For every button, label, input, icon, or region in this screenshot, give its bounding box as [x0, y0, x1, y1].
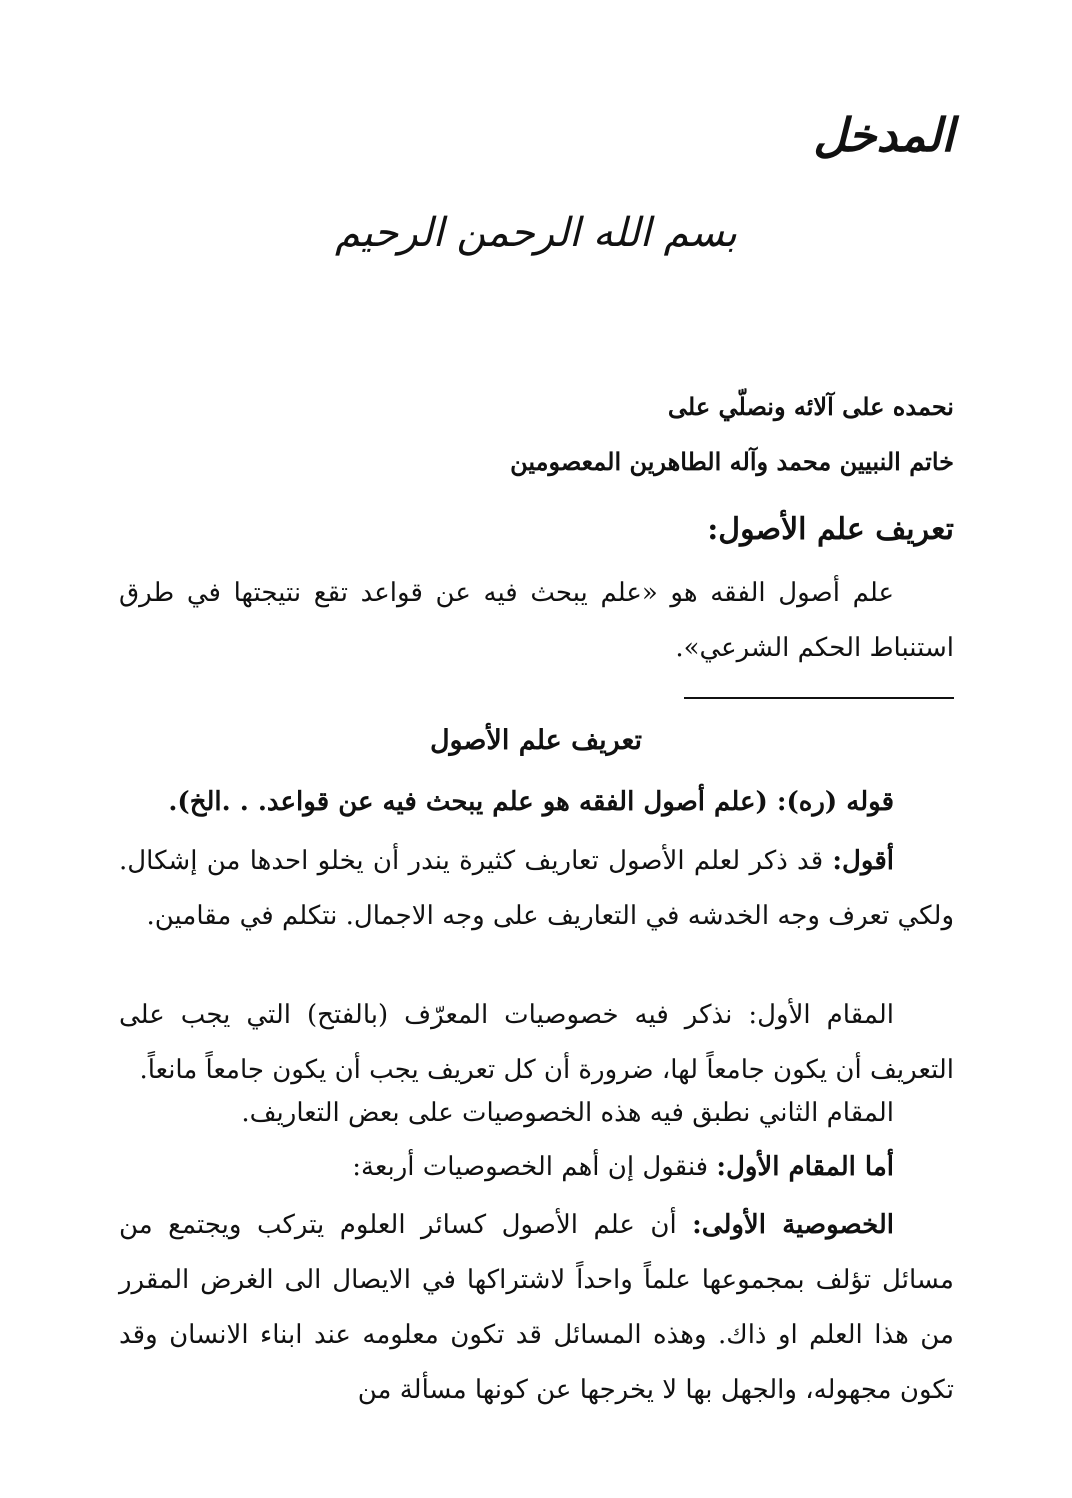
section-divider — [684, 697, 954, 699]
paragraph-text: أن علم الأصول كسائر العلوم يتركب ويجتمع من مسائل تؤلف بمجموعها علماً واحداً لاشتراكها في الايصال الى الغرض المقرر من هذا العلم او ذاك. وهذه المسائل قد تكون معلومه عند ابناء الانسان وقد تكون مجهوله، والجهل بها لا يخرجها عن كونها مسألة من — [119, 1210, 954, 1405]
definition-heading: تعريف علم الأصول: — [707, 512, 954, 547]
quote-paragraph — [119, 775, 954, 830]
paragraph-lead: أما المقام الأول: — [716, 1152, 894, 1182]
definition-text: علم أصول الفقه هو «علم يبحث فيه عن قواعد تقع نتيجتها في طرق استنباط الحكم الشرعي». — [119, 578, 954, 663]
paragraph-lead: الخصوصية الأولى: — [692, 1210, 894, 1240]
paragraph-text: فنقول إن أهم الخصوصيات أربعة: — [352, 1152, 709, 1182]
paragraph-text: قد ذكر لعلم الأصول تعاريف كثيرة يندر أن يخلو احدها من إشكال. ولكي تعرف وجه الخدشه في التعاريف على وجه الاجمال. نتكلم في مقامين. — [119, 846, 954, 931]
basmala-calligraphy: بسم الله الرحمن الرحيم — [334, 210, 738, 256]
commentary-heading: تعريف علم الأصول — [429, 725, 643, 756]
paragraph-maqam-1 — [119, 988, 954, 1098]
paragraph-text: المقام الثاني نطبق فيه هذه الخصوصيات على بعض التعاريف. — [241, 1098, 894, 1128]
praise-line-2: خاتم النبيين محمد وآله الطاهرين المعصومين — [510, 447, 954, 476]
quote-text: (علم أصول الفقه هو علم يبحث فيه عن قواعد. . .الخ). — [168, 787, 768, 817]
paragraph-amma-maqam — [119, 1140, 954, 1195]
paragraph-text: المقام الأول: نذكر فيه خصوصيات المعرّف (بالفتح) التي يجب على التعريف أن يكون جامعاً لها، ضرورة أن كل تعريف يجب أن يكون جامعاً مانعاً. — [119, 1000, 954, 1085]
paragraph-maqam-2 — [119, 1086, 954, 1141]
quote-label: قوله (ره): — [776, 787, 894, 817]
paragraph-khususiya-1 — [119, 1198, 954, 1418]
paragraph-aqulu — [119, 834, 954, 944]
chapter-title: المدخل — [813, 108, 954, 162]
paragraph-lead: أقول: — [832, 846, 894, 876]
praise-line-1: نحمده على آلائه ونصلّي على — [667, 392, 954, 421]
